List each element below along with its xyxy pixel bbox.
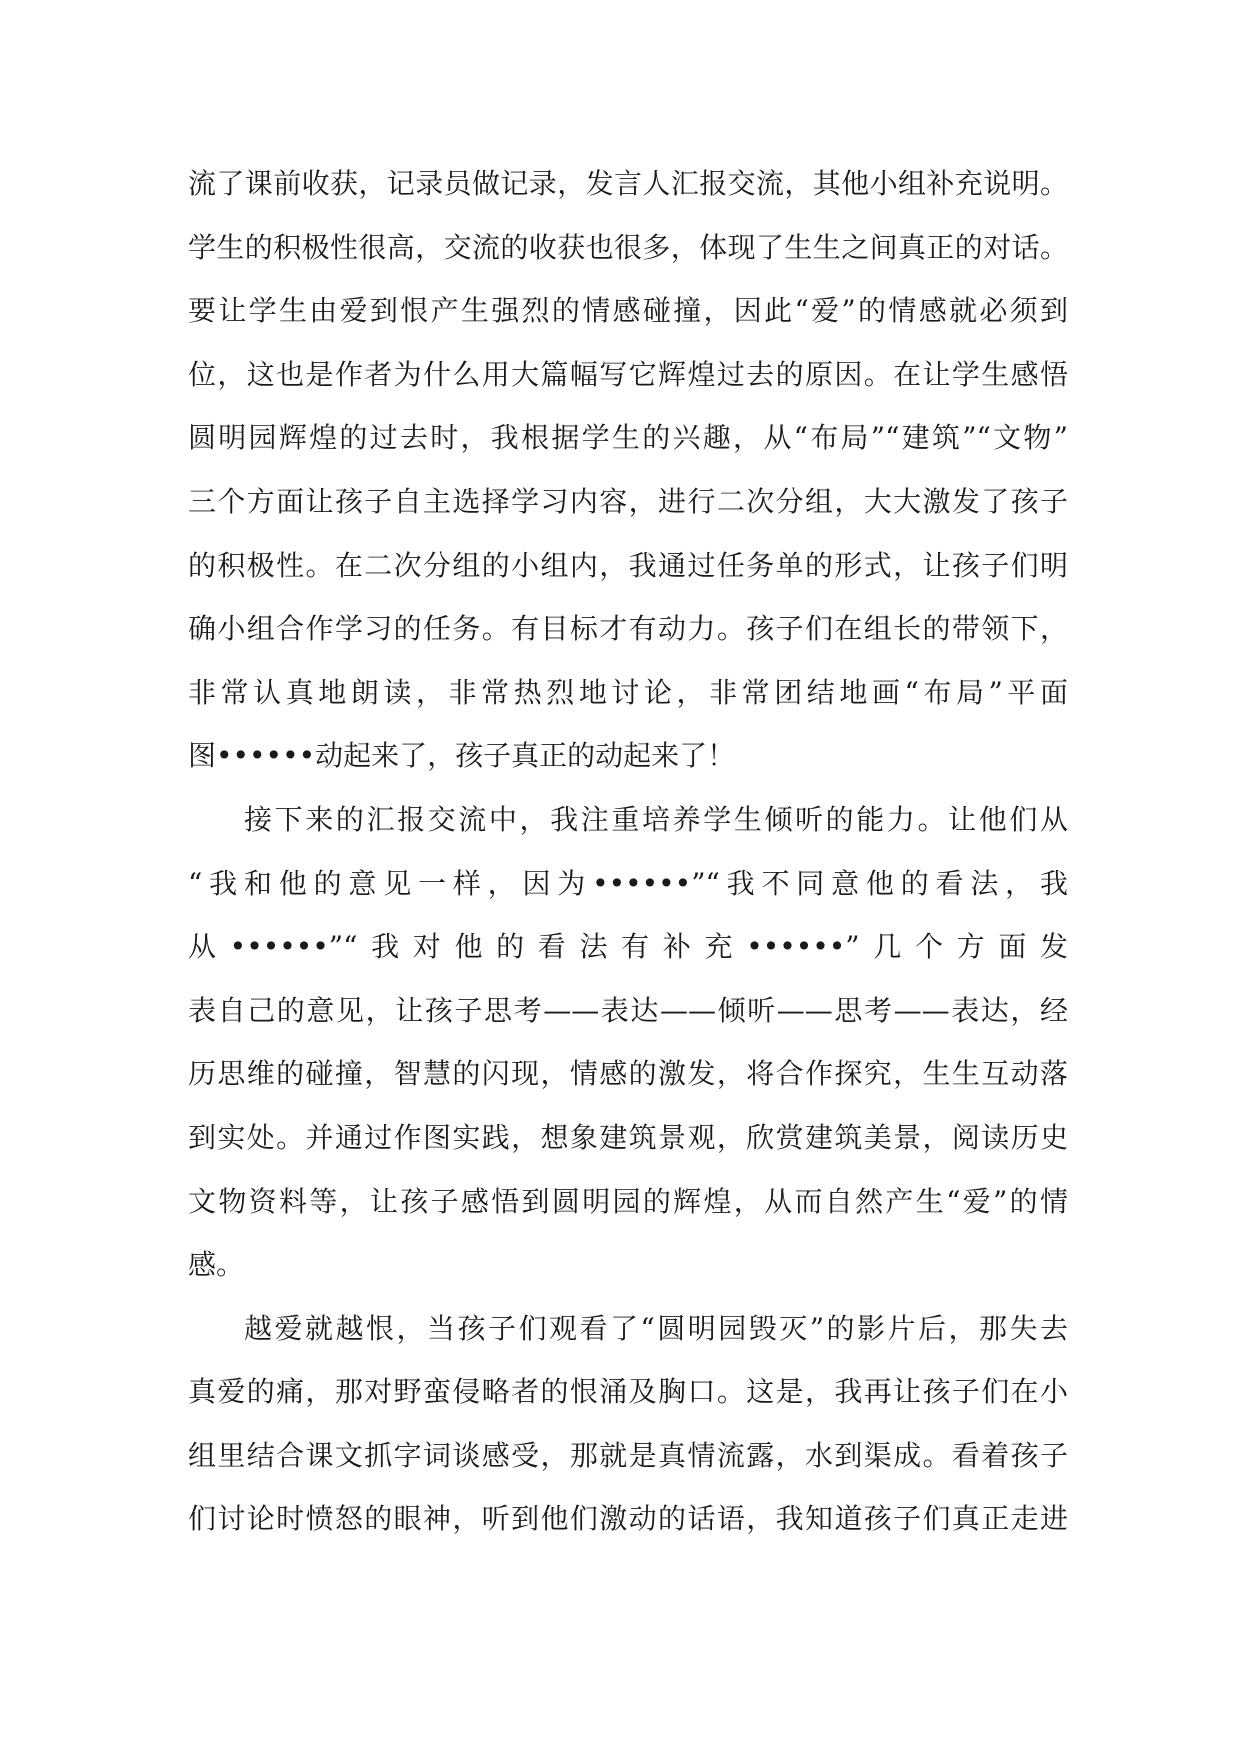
text-line: 真爱的痛，那对野蛮侵略者的恨涌及胸口。这是，我再让孩子们在小 — [188, 1375, 1068, 1409]
text-line: 们讨论时愤怒的眼神，听到他们激动的话语，我知道孩子们真正走进 — [188, 1502, 1068, 1536]
text-line: 位，这也是作者为什么用大篇幅写它辉煌过去的原因。在让学生感悟 — [188, 357, 1068, 391]
text-line: 流了课前收获，记录员做记录，发言人汇报交流，其他小组补充说明。 — [188, 167, 1068, 200]
text-line: 文物资料等，让孩子感悟到圆明园的辉煌，从而自然产生“爱”的情 — [188, 1184, 1068, 1218]
text-line: 圆明园辉煌的过去时，我根据学生的兴趣，从“布局”“建筑”“文物” — [188, 421, 1068, 455]
text-line: 三个方面让孩子自主选择学习内容，进行二次分组，大大激发了孩子 — [188, 484, 1068, 518]
text-line: 历思维的碰撞，智慧的闪现，情感的激发，将合作探究，生生互动落 — [188, 1057, 1068, 1091]
text-line: “我和他的意见一样，因为••••••”“我不同意他的看法，我 — [188, 866, 1068, 900]
text-line: 学生的积极性很高，交流的收获也很多，体现了生生之间真正的对话。 — [188, 230, 1068, 264]
text-line: 的积极性。在二次分组的小组内，我通过任务单的形式，让孩子们明 — [188, 548, 1068, 582]
text-line: 表自己的意见，让孩子思考——表达——倾听——思考——表达，经 — [188, 993, 1068, 1027]
text-line: 图••••••动起来了，孩子真正的动起来了！ — [188, 739, 736, 773]
text-line: 从••••••”“我对他的看法有补充••••••”几个方面发 — [188, 930, 1068, 964]
paragraph-start-line: 接下来的汇报交流中，我注重培养学生倾听的能力。让他们从 — [244, 802, 1068, 836]
text-line: 确小组合作学习的任务。有目标才有动力。孩子们在组长的带领下， — [188, 612, 1068, 646]
text-line: 感。 — [188, 1248, 245, 1282]
body-text — [188, 152, 1068, 1551]
text-line: 要让学生由爱到恨产生强烈的情感碰撞，因此“爱”的情感就必须到 — [188, 294, 1068, 328]
paragraph-start-line: 越爱就越恨，当孩子们观看了“圆明园毁灭”的影片后，那失去 — [244, 1311, 1068, 1345]
text-line: 组里结合课文抓字词谈感受，那就是真情流露，水到渠成。看着孩子 — [188, 1438, 1068, 1472]
text-line: 到实处。并通过作图实践，想象建筑景观，欣赏建筑美景，阅读历史 — [188, 1120, 1068, 1154]
text-line: 非常认真地朗读，非常热烈地讨论，非常团结地画“布局”平面 — [188, 675, 1068, 709]
